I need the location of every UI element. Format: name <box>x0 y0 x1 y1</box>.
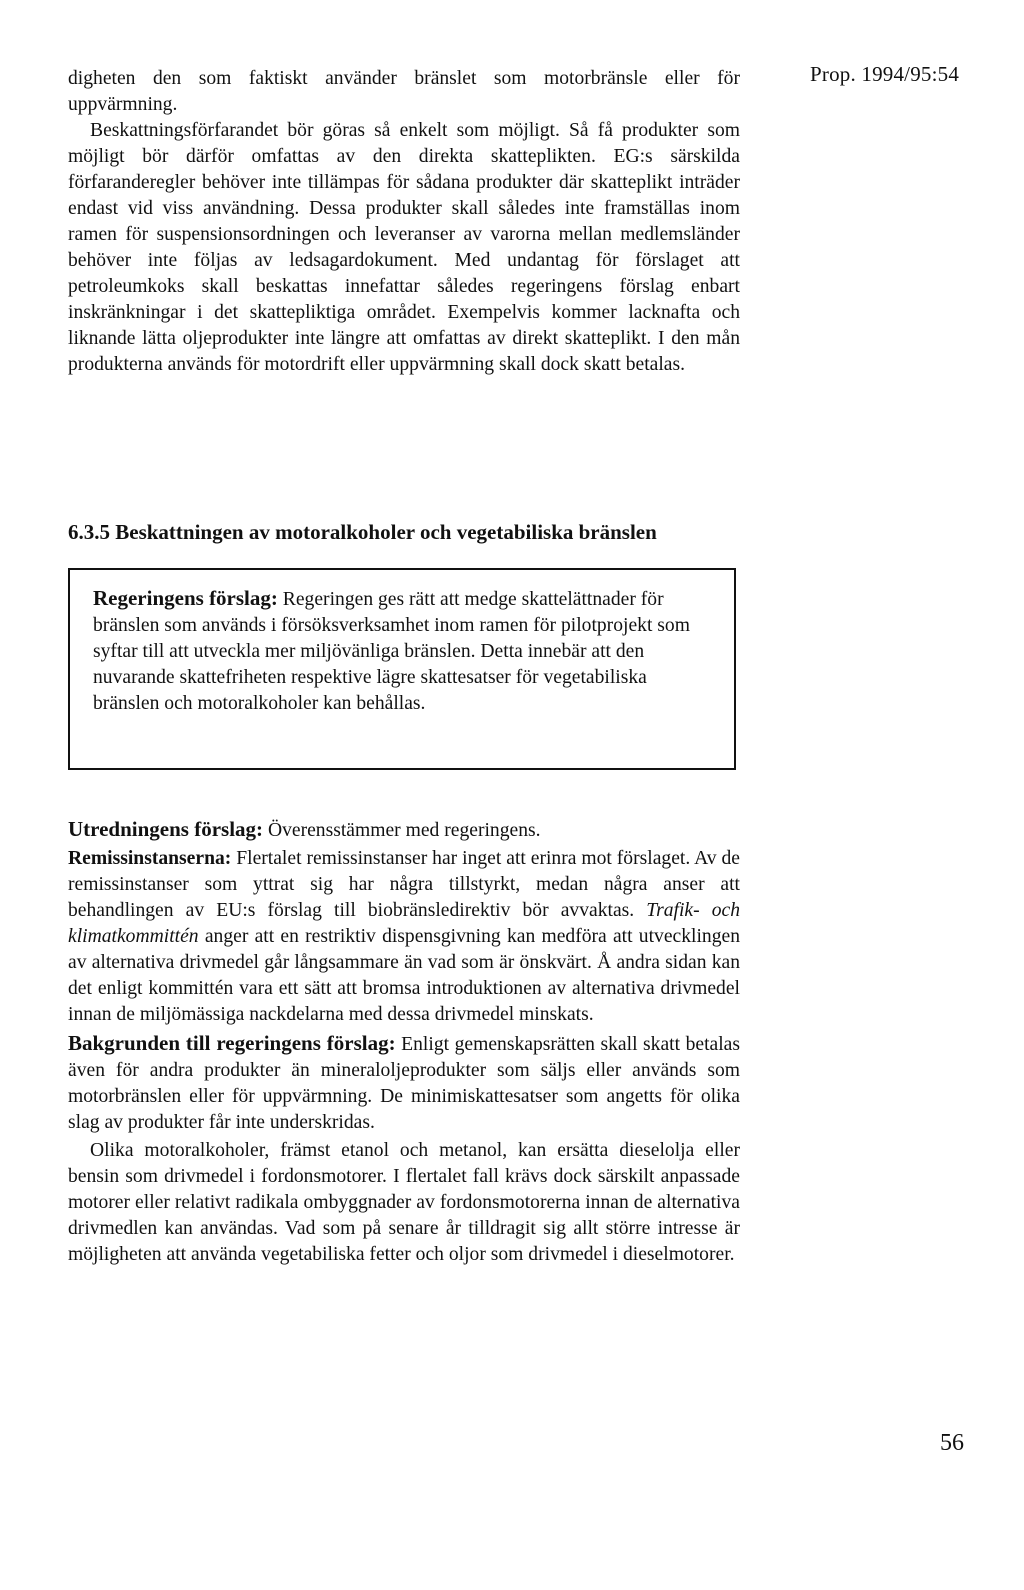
bakgrund-paragraph <box>68 1030 740 1136</box>
lower-section <box>68 816 740 1268</box>
document-reference: Prop. 1994/95:54 <box>810 62 960 86</box>
remiss-text-b: anger att en restriktiv dispensgivning kan medföra att utvecklingen av alternativa drivmedel går långsammare än vad som är önskvärt. Å andra sidan kan det enligt kommittén vara ett sätt att bromsa introduktionen av alternativa drivmedel innan de miljömässiga nackdelarna med dessa drivmedel minskats. <box>68 926 740 1025</box>
remiss-text-a: Flertalet remissinstanser har inget att erinra mot förslaget. Av de remissinstanser som yttrat sig har några tillstyrkt, medan några anser att behandlingen av EU:s förslag till biobränsledirektiv bör avvaktas. <box>68 848 740 921</box>
remiss-lead: Remissinstanserna: <box>68 848 232 869</box>
intro-section <box>68 66 740 378</box>
remiss-italic: Trafik- och klimatkommittén <box>68 900 740 947</box>
remiss-paragraph <box>68 846 740 1028</box>
utredning-paragraph <box>68 816 740 844</box>
bakgrund-lead: Bakgrunden till regeringens förslag: <box>68 1031 396 1055</box>
proposal-box-content <box>93 585 708 717</box>
proposal-text: Regeringen ges rätt att medge skattelättnader för bränslen som används i försöksverksamhet inom ramen för pilotprojekt som syftar till att utveckla mer miljövänliga bränslen. Detta innebär att den nuvarande skattefriheten respektive lägre skattesatser för vegetabiliska bränslen och motoralkoholer kan behållas. <box>93 589 690 714</box>
utredning-text: Överensstämmer med regeringens. <box>267 820 541 841</box>
page-number: 56 <box>940 1430 964 1456</box>
section-heading: 6.3.5 Beskattningen av motoralkoholer och vegetabiliska bränslen <box>68 520 657 544</box>
bakgrund-paragraph-2: Olika motoralkoholer, främst etanol och metanol, kan ersätta dieselolja eller bensin som drivmedel i fordonsmotorer. I flertalet fall krävs dock särskilt anpassade motorer eller relativt radikala ombyggnader av fordonsmotorerna innan de alternativa drivmedlen kan användas. Vad som på senare år tilldragit sig allt större intresse är möjligheten att använda vegetabiliska fetter och oljor som drivmedel i dieselmotorer. <box>68 1140 740 1265</box>
intro-paragraph-2: Beskattningsförfarandet bör göras så enkelt som möjligt. Så få produkter som möjligt bör därför omfattas av den direkta skatteplikten. EG:s särskilda förfaranderegler behöver inte tillämpas för sådana produkter där skatteplikt inträder endast vid viss användning. Dessa produkter skall således inte framställas inom ramen för suspensionsordningen och leveranser av varorna mellan medlemsländer behöver inte följas av ledsagardokument. Med undantag för förslaget att petroleumkoks skall beskattas innefattar således regeringens förslag enbart inskränkningar i det skattepliktiga området. Exempelvis kommer lacknafta och liknande lätta oljeprodukter inte längre att omfattas av direkt skatteplikt. I den mån produkterna används för motordrift eller uppvärmning skall dock skatt betalas. <box>68 120 740 375</box>
proposal-lead: Regeringens förslag: <box>93 586 278 610</box>
utredning-lead: Utredningens förslag: <box>68 817 264 841</box>
proposal-box <box>68 568 736 770</box>
intro-paragraph-1: digheten den som faktiskt använder bränslet som motorbränsle eller för uppvärmning. <box>68 68 740 115</box>
bakgrund-text: Enligt gemenskapsrätten skall skatt betalas även för andra produkter än mineraloljeprodukter som säljs eller används som motorbränslen eller för uppvärmning. De minimiskattesatser som angetts för olika slag av produkter får inte underskridas. <box>68 1034 740 1133</box>
